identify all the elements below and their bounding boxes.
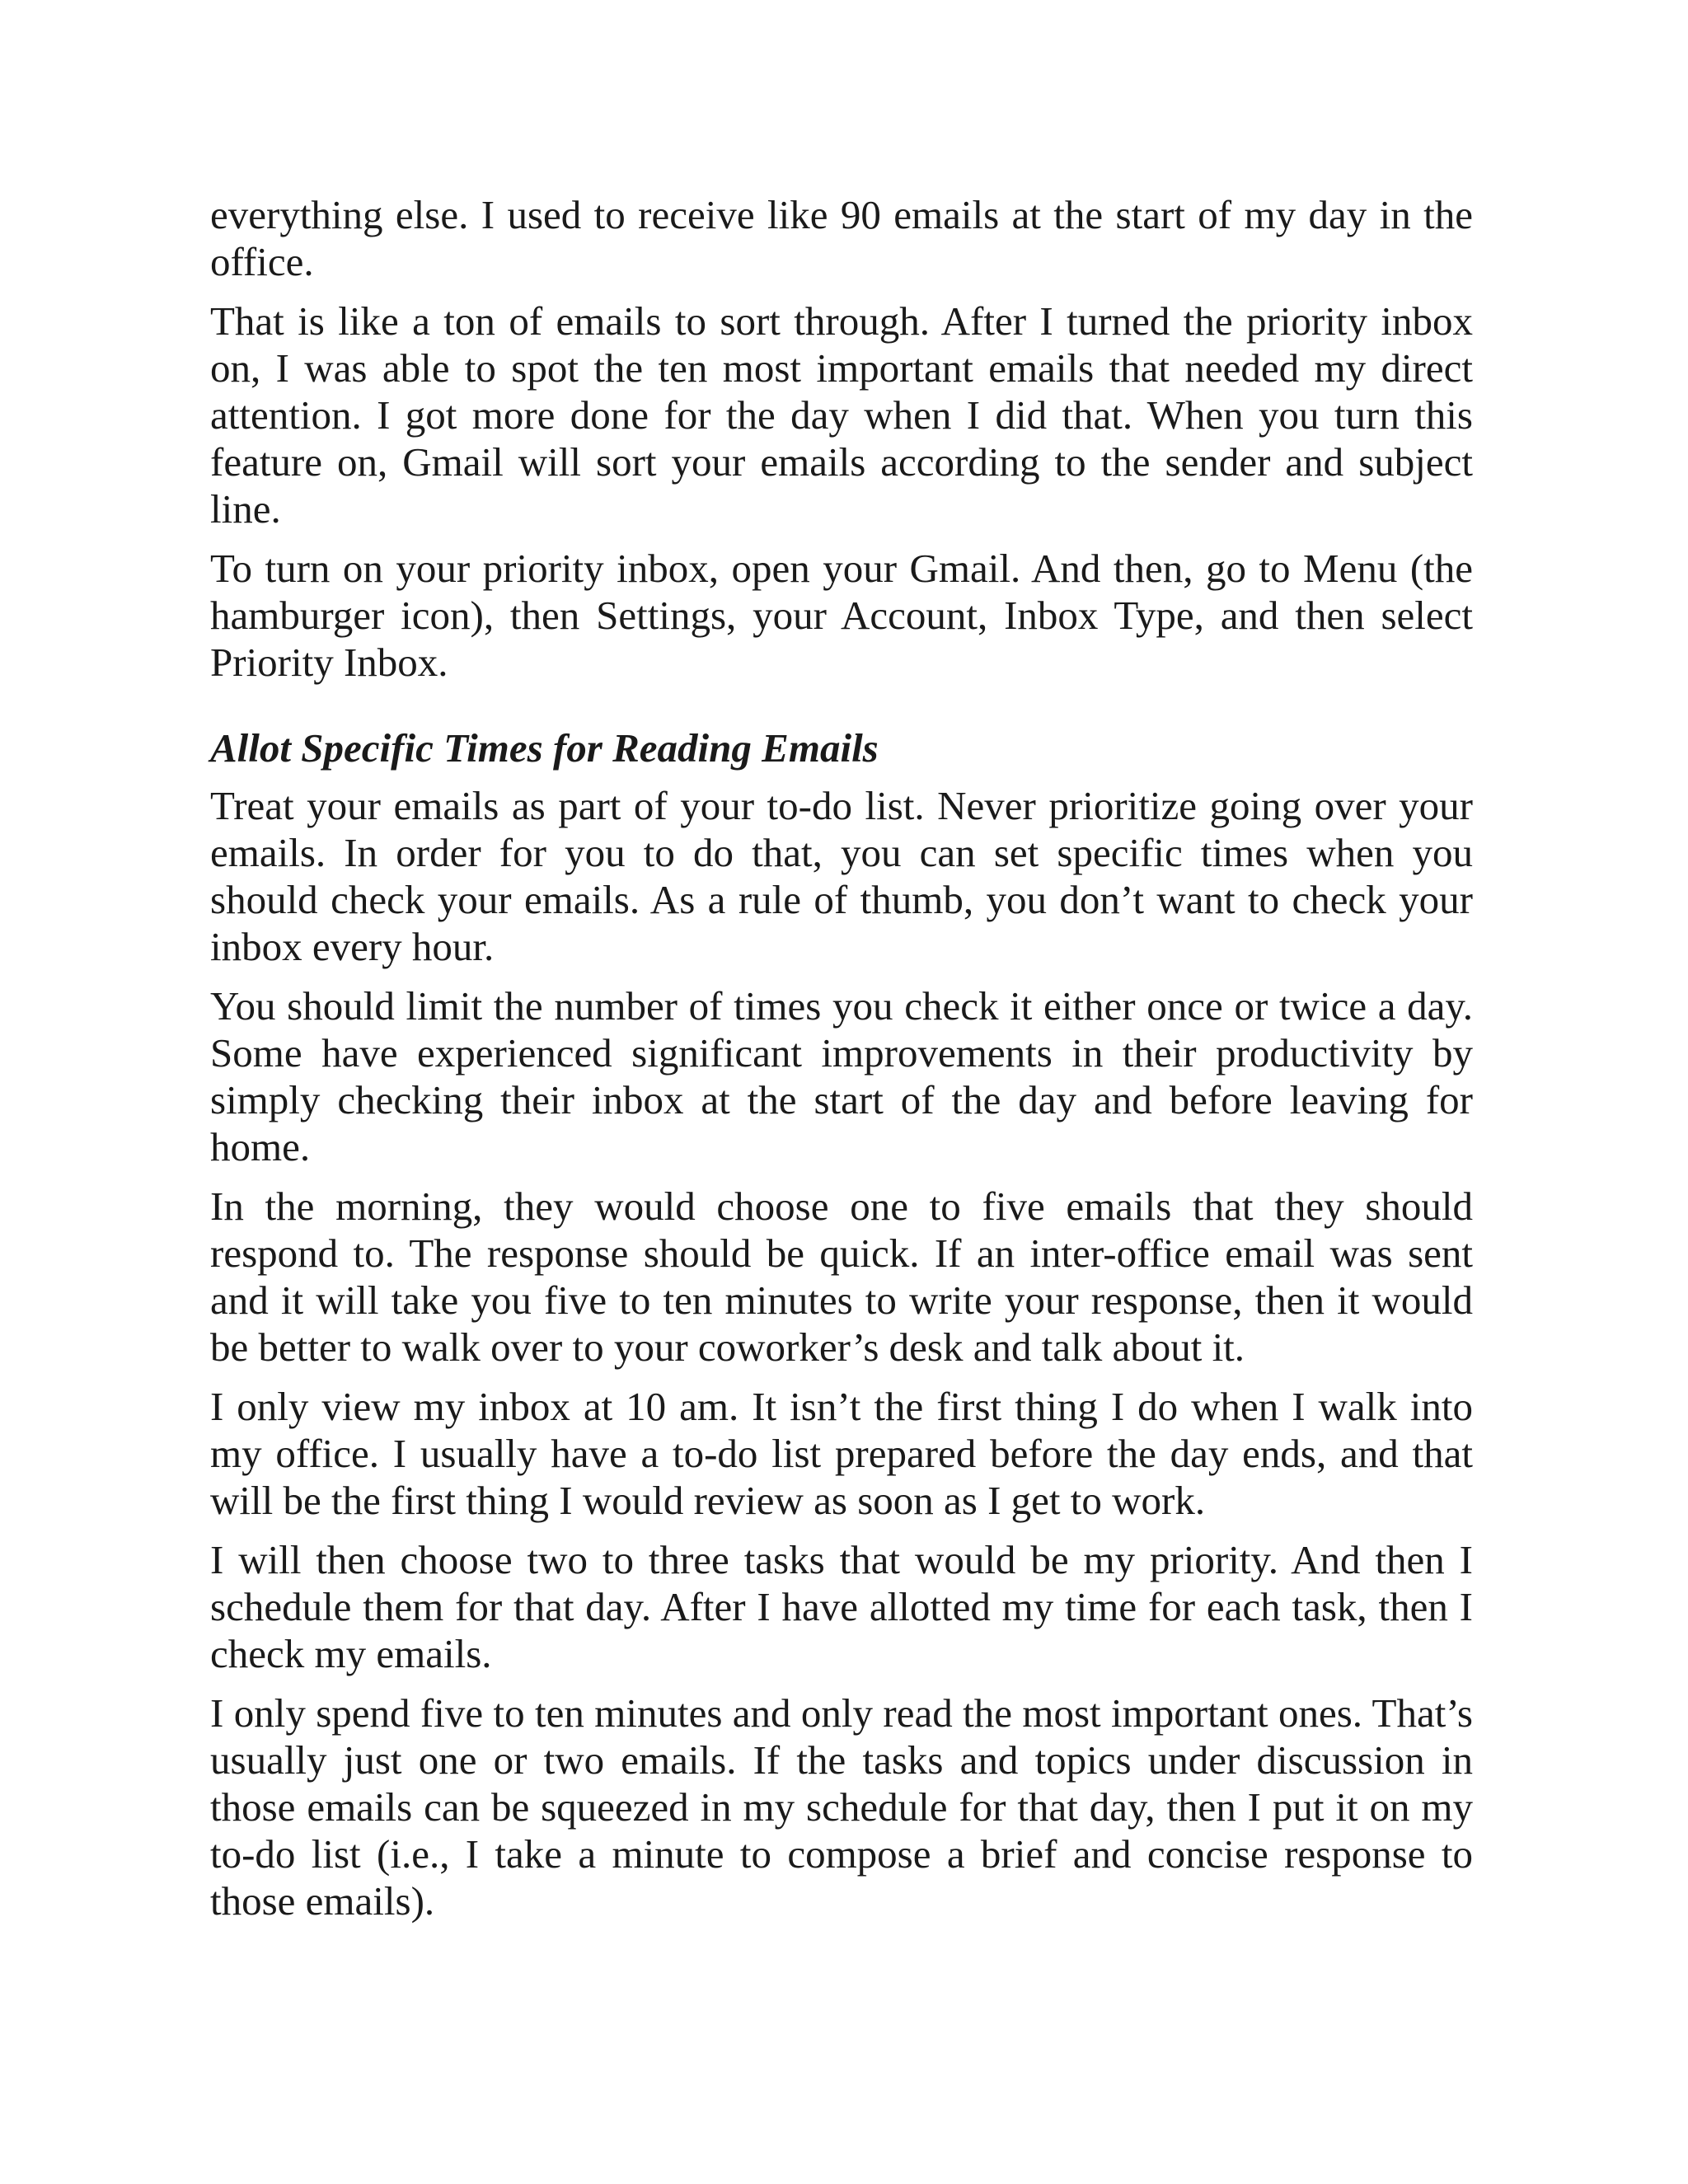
- paragraph-priority-inbox-benefit: That is like a ton of emails to sort through. After I turned the priority inbox on, I was able to spot the ten most important emails that needed my direct attention. I got more done for the day when I did that. When you turn this feature on, Gmail will sort your emails according to the sender and subject line.: [210, 298, 1473, 532]
- section-heading: Allot Specific Times for Reading Emails: [210, 725, 879, 771]
- paragraph-priority-inbox-steps: To turn on your priority inbox, open your Gmail. And then, go to Menu (the hamburger icon), then Settings, your Account, Inbox Type, and then select Priority Inbox.: [210, 546, 1473, 685]
- paragraph-inbox-volume: everything else. I used to receive like 90 emails at the start of my day in the office.: [210, 192, 1473, 284]
- paragraph-todo-list: Treat your emails as part of your to-do list. Never prioritize going over your emails. In order for you to do that, you can set specific times when you should check your emails. As a rule of thumb, you don’t want to check your inbox every hour.: [210, 783, 1473, 969]
- paragraph-spend-minutes: I only spend five to ten minutes and only read the most important ones. That’s usually just one or two emails. If the tasks and topics under discussion in those emails can be squeezed in my schedule for that day, then I put it on my to-do list (i.e., I take a minute to compose a brief and concise response to those emails).: [210, 1690, 1473, 1924]
- paragraph-view-inbox-10am: I only view my inbox at 10 am. It isn’t the first thing I do when I walk into my office. I usually have a to-do list prepared before the day ends, and that will be the first thing I would review as soon as I get to work.: [210, 1384, 1473, 1523]
- paragraph-choose-tasks: I will then choose two to three tasks that would be my priority. And then I schedule them for that day. After I have allotted my time for each task, then I check my emails.: [210, 1537, 1473, 1676]
- document-page: [210, 191, 1473, 1937]
- paragraph-morning-routine: In the morning, they would choose one to five emails that they should respond to. The response should be quick. If an inter-office email was sent and it will take you five to ten minutes to write your response, then it would be better to walk over to your coworker’s desk and talk about it.: [210, 1183, 1473, 1370]
- paragraph-limit-checks: You should limit the number of times you check it either once or twice a day. Some have experienced significant improvements in their productivity by simply checking their inbox at the start of the day and before leaving for home.: [210, 983, 1473, 1169]
